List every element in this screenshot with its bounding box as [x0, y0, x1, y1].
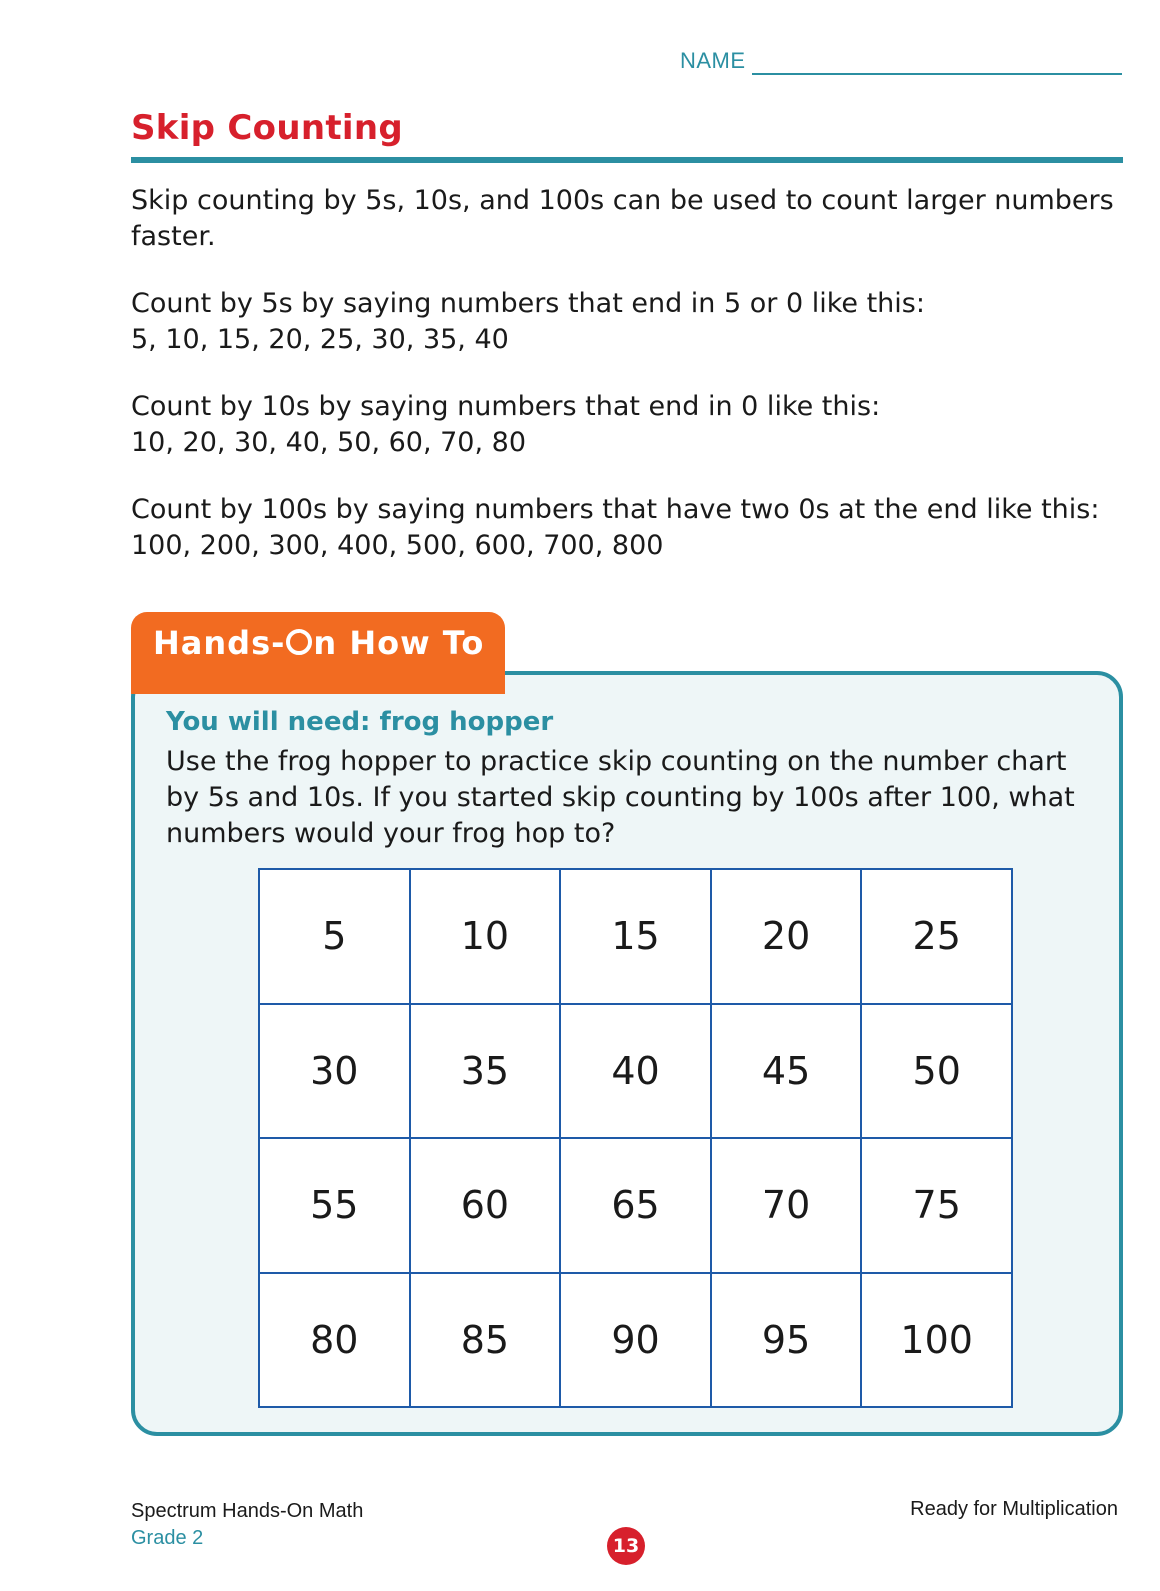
chart-cell[interactable]: 5 — [259, 869, 410, 1004]
page-number-badge: 13 — [607, 1527, 645, 1565]
chart-cell[interactable]: 70 — [711, 1138, 862, 1273]
chart-cell[interactable]: 90 — [560, 1273, 711, 1408]
hands-on-heading — [153, 624, 484, 664]
page-title: Skip Counting — [131, 108, 403, 148]
footer-book-title: Spectrum Hands-On Math — [131, 1500, 364, 1522]
hands-on-tab — [131, 612, 505, 694]
intro-paragraph: Skip counting by 5s, 10s, and 100s can be used to count larger numbers faster. — [131, 185, 1114, 252]
hands-on-suffix: n How To — [313, 624, 485, 662]
chart-cell[interactable]: 80 — [259, 1273, 410, 1408]
chart-cell[interactable]: 30 — [259, 1004, 410, 1139]
chart-cell[interactable]: 75 — [861, 1138, 1012, 1273]
materials-needed: You will need: frog hopper — [166, 707, 554, 737]
chart-cell[interactable]: 65 — [560, 1138, 711, 1273]
count-by-5s — [131, 286, 1121, 358]
name-write-line[interactable] — [752, 73, 1122, 75]
footer-book-info — [131, 1498, 363, 1552]
count-by-10s — [131, 389, 1121, 461]
hands-on-prefix: Hands- — [153, 624, 286, 662]
chart-cell[interactable]: 95 — [711, 1273, 862, 1408]
chart-cell[interactable]: 55 — [259, 1138, 410, 1273]
footer-unit: Ready for Multiplication — [910, 1498, 1118, 1520]
activity-instructions: Use the frog hopper to practice skip counting on the number chart by 5s and 10s. If you started skip counting by 100s after 100, what numbers would your frog hop to? — [166, 746, 1075, 849]
intro-text — [131, 183, 1121, 595]
chart-cell[interactable]: 85 — [410, 1273, 561, 1408]
count-by-100s-sequence: 100, 200, 300, 400, 500, 600, 700, 800 — [131, 530, 664, 561]
number-chart — [258, 868, 1013, 1408]
chart-cell[interactable]: 40 — [560, 1004, 711, 1139]
chart-cell[interactable]: 100 — [861, 1273, 1012, 1408]
count-by-5s-rule: Count by 5s by saying numbers that end in 5 or 0 like this: — [131, 288, 925, 319]
footer-grade: Grade 2 — [131, 1527, 204, 1549]
name-label: NAME — [680, 48, 746, 73]
chart-cell[interactable]: 45 — [711, 1004, 862, 1139]
name-field — [680, 44, 1122, 76]
hand-icon — [285, 626, 313, 664]
count-by-5s-sequence: 5, 10, 15, 20, 25, 30, 35, 40 — [131, 324, 509, 355]
chart-cell[interactable]: 50 — [861, 1004, 1012, 1139]
chart-cell[interactable]: 15 — [560, 869, 711, 1004]
count-by-100s — [131, 492, 1121, 564]
chart-cell[interactable]: 60 — [410, 1138, 561, 1273]
count-by-10s-rule: Count by 10s by saying numbers that end in 0 like this: — [131, 391, 881, 422]
chart-cell[interactable]: 10 — [410, 869, 561, 1004]
count-by-100s-rule: Count by 100s by saying numbers that have two 0s at the end like this: — [131, 494, 1100, 525]
chart-cell[interactable]: 20 — [711, 869, 862, 1004]
chart-cell[interactable]: 25 — [861, 869, 1012, 1004]
count-by-10s-sequence: 10, 20, 30, 40, 50, 60, 70, 80 — [131, 427, 527, 458]
chart-cell[interactable]: 35 — [410, 1004, 561, 1139]
title-divider — [131, 157, 1123, 163]
